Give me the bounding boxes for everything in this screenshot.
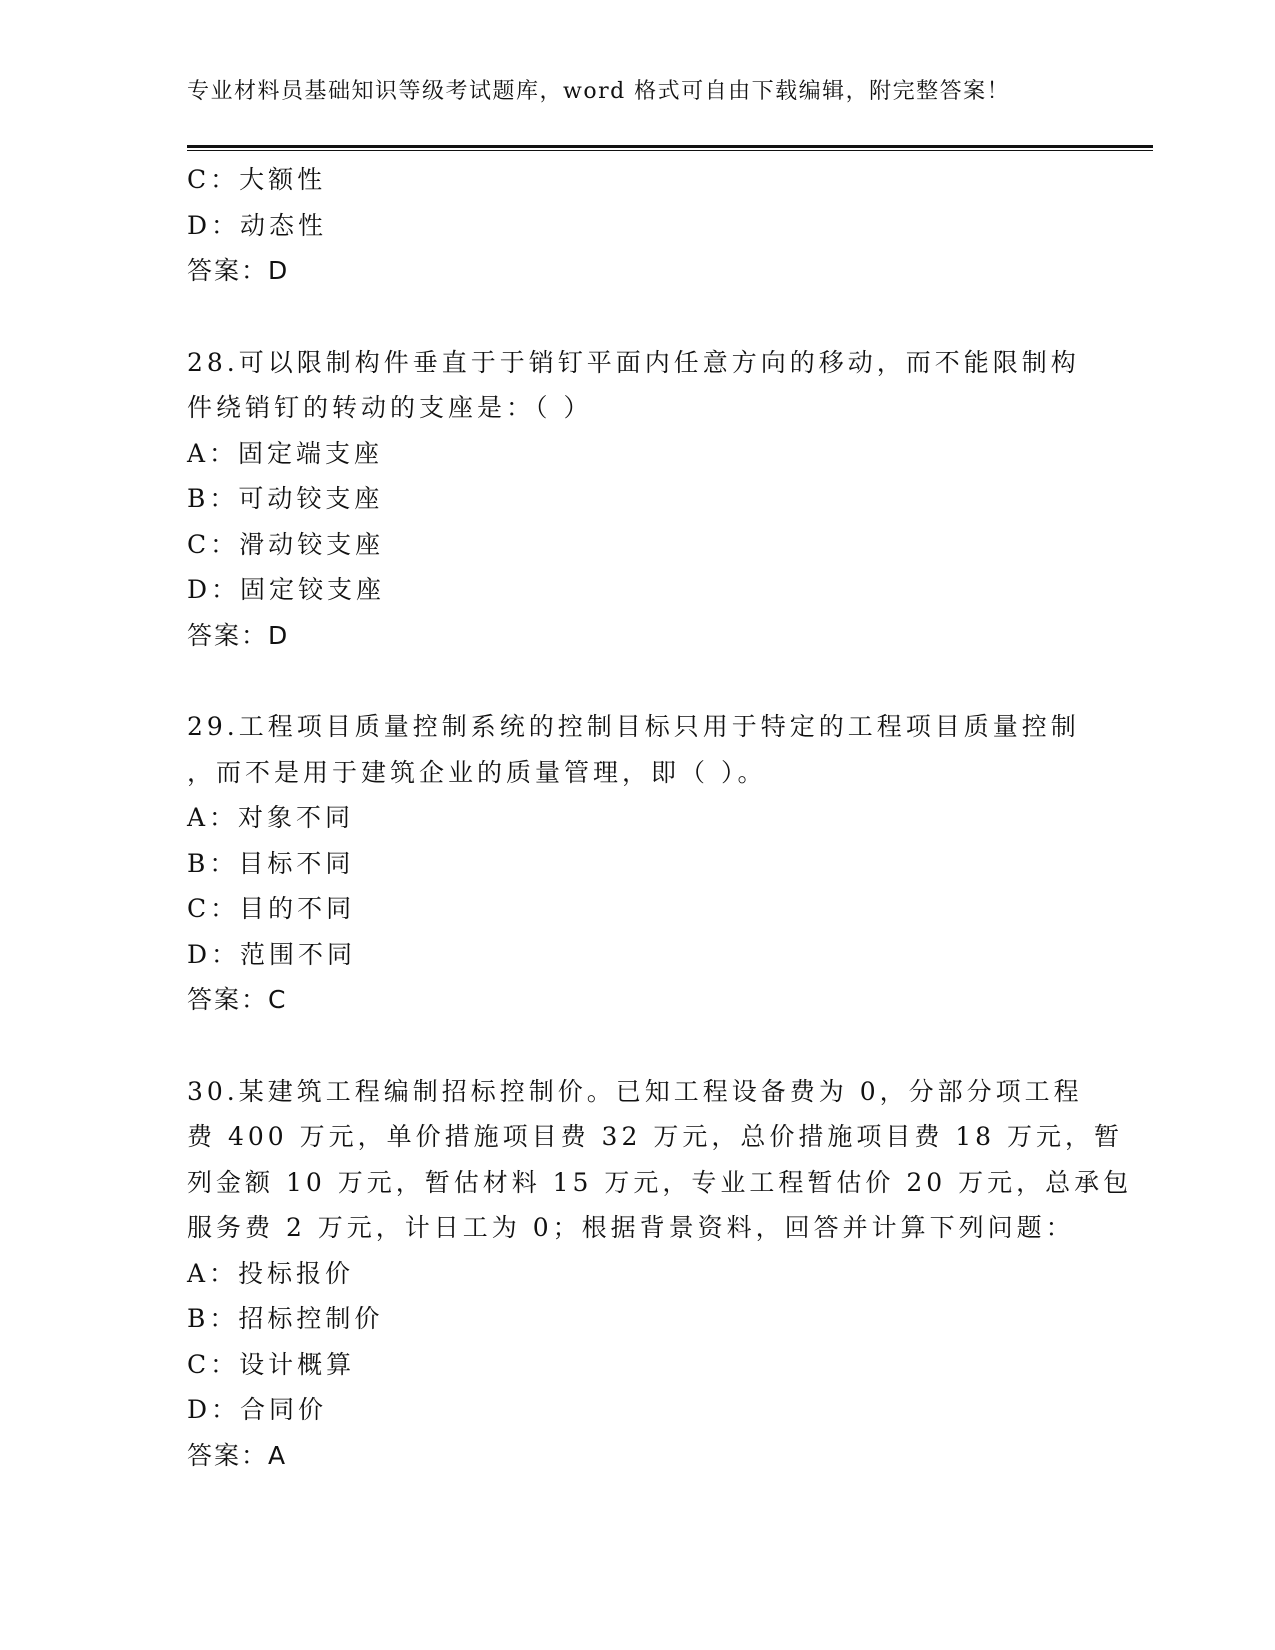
option-line: C：设计概算 <box>187 1349 356 1379</box>
option-line: D：动态性 <box>187 210 328 240</box>
option-line: B：招标控制价 <box>187 1304 384 1333</box>
answer-line: 答案：D <box>187 620 290 650</box>
question-30 <box>187 1069 1133 1479</box>
question-stem-line: 29.工程项目质量控制系统的控制目标只用于特定的工程项目质量控制 <box>187 712 1080 741</box>
question-29 <box>187 704 1087 1023</box>
option-line: D：固定铰支座 <box>187 575 386 604</box>
option-line: A：固定端支座 <box>187 438 384 468</box>
spacer <box>187 1023 1087 1069</box>
option-line: B：目标不同 <box>187 848 355 878</box>
question-stem-line: 服务费 2 万元，计日工为 0；根据背景资料，回答并计算下列问题： <box>187 1213 1075 1242</box>
answer-line: 答案：C <box>187 985 288 1014</box>
answer-line: 答案：A <box>187 1440 288 1470</box>
option-line: D：合同价 <box>187 1395 328 1424</box>
question-28 <box>187 340 1087 659</box>
option-line: C：目的不同 <box>187 894 356 923</box>
carryover-block <box>187 157 1087 294</box>
spacer <box>187 294 1087 340</box>
option-line: A：对象不同 <box>187 803 355 832</box>
question-stem-line: 列金额 10 万元，暂估材料 15 万元，专业工程暂估价 20 万元，总承包 <box>187 1167 1133 1197</box>
question-stem-line: 30.某建筑工程编制招标控制价。已知工程设备费为 0，分部分项工程 <box>187 1076 1083 1106</box>
option-line: C：滑动铰支座 <box>187 529 385 559</box>
option-line: C：大额性 <box>187 165 327 194</box>
answer-line: 答案：D <box>187 256 290 285</box>
header-rule-thin <box>187 150 1153 151</box>
question-stem-line: ，而不是用于建筑企业的质量管理，即（ ）。 <box>187 757 767 787</box>
option-line: D：范围不同 <box>187 939 357 969</box>
option-line: B：可动铰支座 <box>187 484 384 513</box>
header-rule-thick <box>187 145 1153 148</box>
page-header-title: 专业材料员基础知识等级考试题库，word 格式可自由下载编辑，附完整答案！ <box>187 79 1011 104</box>
question-stem-line: 28.可以限制构件垂直于于销钉平面内任意方向的移动，而不能限制构 <box>187 347 1080 377</box>
question-stem-line: 费 400 万元，单价措施项目费 32 万元，总价措施项目费 18 万元，暂 <box>187 1122 1124 1151</box>
spacer <box>187 658 1087 704</box>
question-stem-line: 件绕销钉的转动的支座是：（ ） <box>187 393 593 422</box>
option-line: A：投标报价 <box>187 1258 355 1288</box>
document-body <box>187 157 1133 1478</box>
